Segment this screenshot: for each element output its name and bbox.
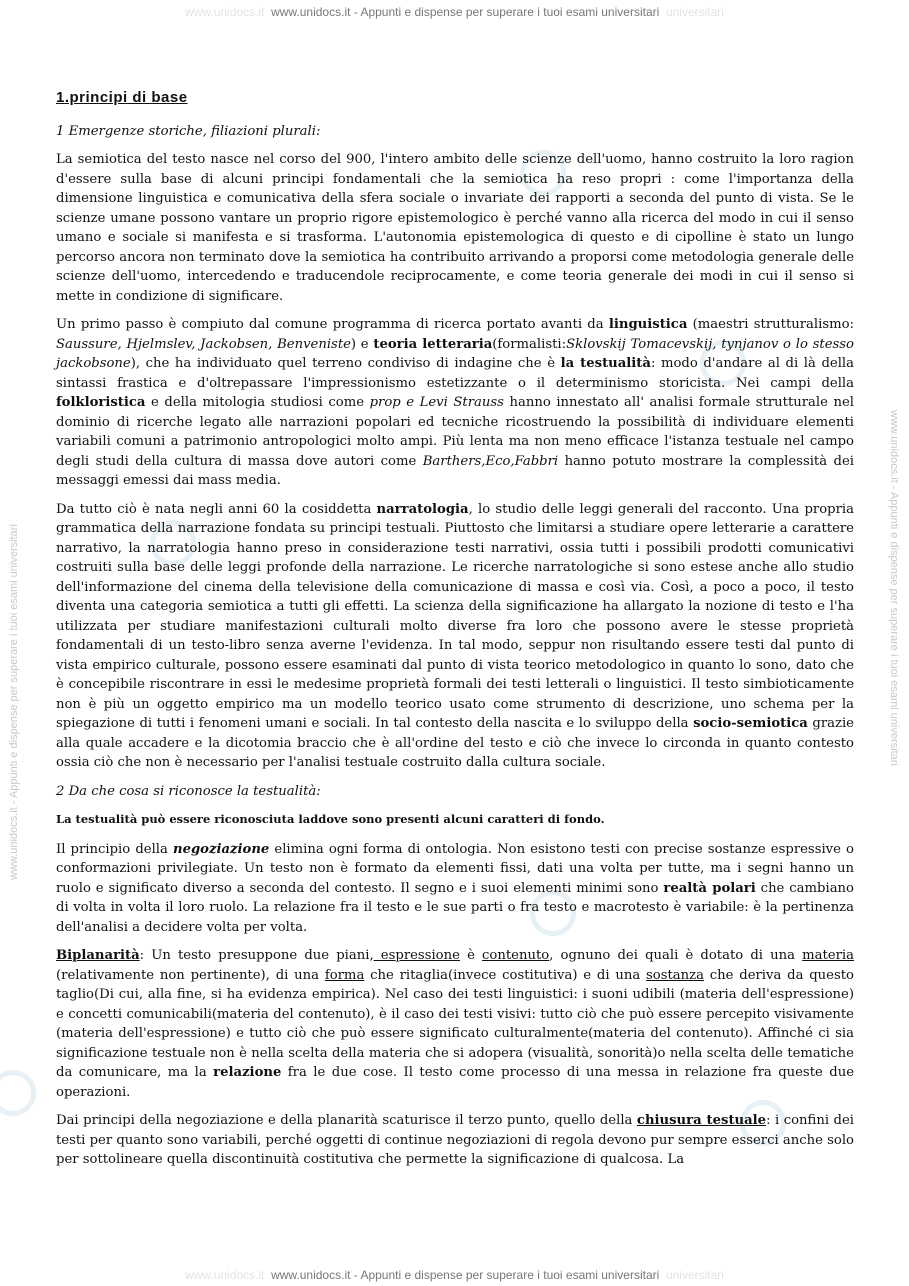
section-title-1: 1 Emergenze storiche, filiazioni plurali:	[56, 123, 321, 139]
site-banner-top	[0, 5, 909, 19]
paragraph-4: Il principio della negoziazione elimina ogni forma di ontologia. Non esistono testi con precise sostanze espressive o conformazioni privilegiate. Un testo non è formato da elementi fissi, dati una volta per tutte, ma i segni hanno un ruolo e significato diverso a seconda del contesto. Il segno e i suoi elementi minimi sono realtà polari che cambiano di volta in volta il loro ruolo. La relazione fra il testo e le sue parti o fra testo e macrotesto è variabile: è la pertinenza dell'analisi a decidere volta per volta.	[56, 841, 854, 935]
intro-line: La testualità può essere riconosciuta laddove sono presenti alcuni caratteri di fondo.	[56, 812, 605, 826]
watermark-logo-icon	[0, 1070, 36, 1116]
paragraph-3: Da tutto ciò è nata negli anni 60 la cosiddetta narratologia, lo studio delle leggi generali del racconto. Una propria grammatica della narrazione fondata su principi testuali. Piuttosto che limitarsi a studiare opere letterarie a carattere narrativo, la narratologia hanno preso in considerazione testi narrativi, ossia tutti i possibili prodotti comunicativi costruiti sulla base delle leggi profonde della narrazione. Le ricerche narratologiche si sono estese anche allo studio dell'informazione del cinema della televisione della comunicazione di massa e così via. Così, a poco a poco, il testo diventa una categoria semiotica a tutti gli effetti. La scienza della significazione ha allargato la nozione di testo e l'ha utilizzata per studiare manifestazioni culturali molto diverse fra loro che possono avere le stesse proprietà fondamentali di un testo-libro senza averne l'evidenza. In tal modo, seppur non risultando essere testi dal punto di vista empirico culturale, possono essere esaminati dal punto di vista teorico metodologico in quanto lo sono, dato che è concepibile riscontrare in essi le medesime proprietà formali dei testi letterali o linguistici. Il testo simbioticamente non è più un oggetto empirico ma un modello teorico usato come strumento di descrizione, uno schema per la spiegazione di tutti i fenomeni umani e sociali. In tal contesto della nascita e lo sviluppo della socio-semiotica grazie alla quale accadere e la dicotomia braccio che è all'ordine del testo e ciò che invece lo circonda in quanto contesto ossia ciò che non è necessario per l'analisi testuale costruito dalla cultura sociale.	[56, 501, 854, 770]
side-watermark-left: www.unidocs.it - Appunti e dispense per superare i tuoi esami universitari	[8, 524, 20, 880]
paragraph-1: La semiotica del testo nasce nel corso del 900, l'intero ambito delle scienze dell'uomo, hanno costruito la loro ragion d'essere sulla base di alcuni principi fondamentali che la semiotica ha reso propri : come l'importanza della dimensione linguistica e comunicativa della sfera sociale o invariate dei rapporti a seconda del punto di vista. Se le scienze umane possono vantare un proprio rigore epistemologico è perché vanno alla ricerca del modo in cui il senso umano e sociale si manifesta e si trasforma. L'autonomia epistemologica di questo e di cipolline è stato un lungo percorso ancora non terminato dove la semiotica ha contribuito arrivando a proporsi come metodologia generale delle scienze dell'uomo, intercedendo e traducendole reciprocamente, e come teoria generale dei modi in cui il senso si mette in condizione di significare.	[56, 152, 854, 304]
document-body	[56, 88, 854, 1179]
paragraph-5: Biplanarità: Un testo presuppone due piani, espressione è contenuto, ognuno dei quali è dotato di una materia (relativamente non pertinente), di una forma che ritaglia(invece costitutiva) e di una sostanza che deriva da questo taglio(Di cui, alla fine, si ha evidenza empirica). Nel caso dei testi linguistici: i suoni udibili (materia dell'espressione) e concetti comunicabili(materia del contenuto), è il caso dei testi visivi: tutto ciò che può essere percepito visivamente (materia dell'espressione) e tutto ciò che può essere significato culturalmente(materia del contenuto). Affinché ci sia significazione testuale non è nella scelta della materia che si adopera (visualità, sonorità)o nella scelta delle tematiche da comunicare, ma la relazione fra le due cose. Il testo come processo di una messa in relazione fra queste due operazioni.	[56, 948, 854, 1100]
paragraph-2: Un primo passo è compiuto dal comune programma di ricerca portato avanti da linguistica (maestri strutturalismo: Saussure, Hjelmslev, Jackobsen, Benveniste) e teoria letteraria(formalisti:Sklovskij Tomacevskij, tynjanov o lo stesso jackobsone), che ha individuato quel terreno condiviso di indagine che è la testualità: modo d'andare al di là della sintassi frastica e d'oltrepassare l'impressionismo estetizzante o il determinismo storicista. Nei campi della folkloristica e della mitologia studiosi come prop e Levi Strauss hanno innestato all' analisi formale strutturale nel dominio di ricerche legato alle narrazioni popolari ed tecniche ricostruendo la possibilità di individuare elementi variabili comuni a patrimonio antropologici molto ampi. Più lenta ma non meno efficace l'istanza testuale nel campo degli studi della cultura di massa dove autori come Barthers,Eco,Fabbri hanno potuto mostrare la complessità dei messaggi emessi dai mass media.	[56, 317, 855, 488]
ghost-watermark-left: www.unidocs.it	[185, 5, 272, 19]
paragraph-6: Dai principi della negoziazione e della planarità scaturisce il terzo punto, quello della chiusura testuale: i confini dei testi per quanto sono variabili, perché oggetti di continue negoziazioni di regola devono pur sempre esserci anche solo per sottolineare quella discontinuità costitutiva che permette la significazione di qualcosa. La	[56, 1113, 855, 1167]
ghost-watermark-right: universitari	[659, 1268, 724, 1282]
banner-text: www.unidocs.it - Appunti e dispense per superare i tuoi esami universitari	[271, 5, 660, 19]
side-watermark-right: www.unidocs.it - Appunti e dispense per superare i tuoi esami universitari	[888, 410, 900, 766]
site-banner-bottom	[0, 1268, 909, 1282]
section-title-2: 2 Da che cosa si riconosce la testualità:	[56, 783, 321, 799]
ghost-watermark-left: www.unidocs.it	[185, 1268, 272, 1282]
ghost-watermark-right: universitari	[659, 5, 724, 19]
page-heading: 1.principi di base	[56, 89, 188, 106]
banner-text: www.unidocs.it - Appunti e dispense per superare i tuoi esami universitari	[271, 1268, 660, 1282]
